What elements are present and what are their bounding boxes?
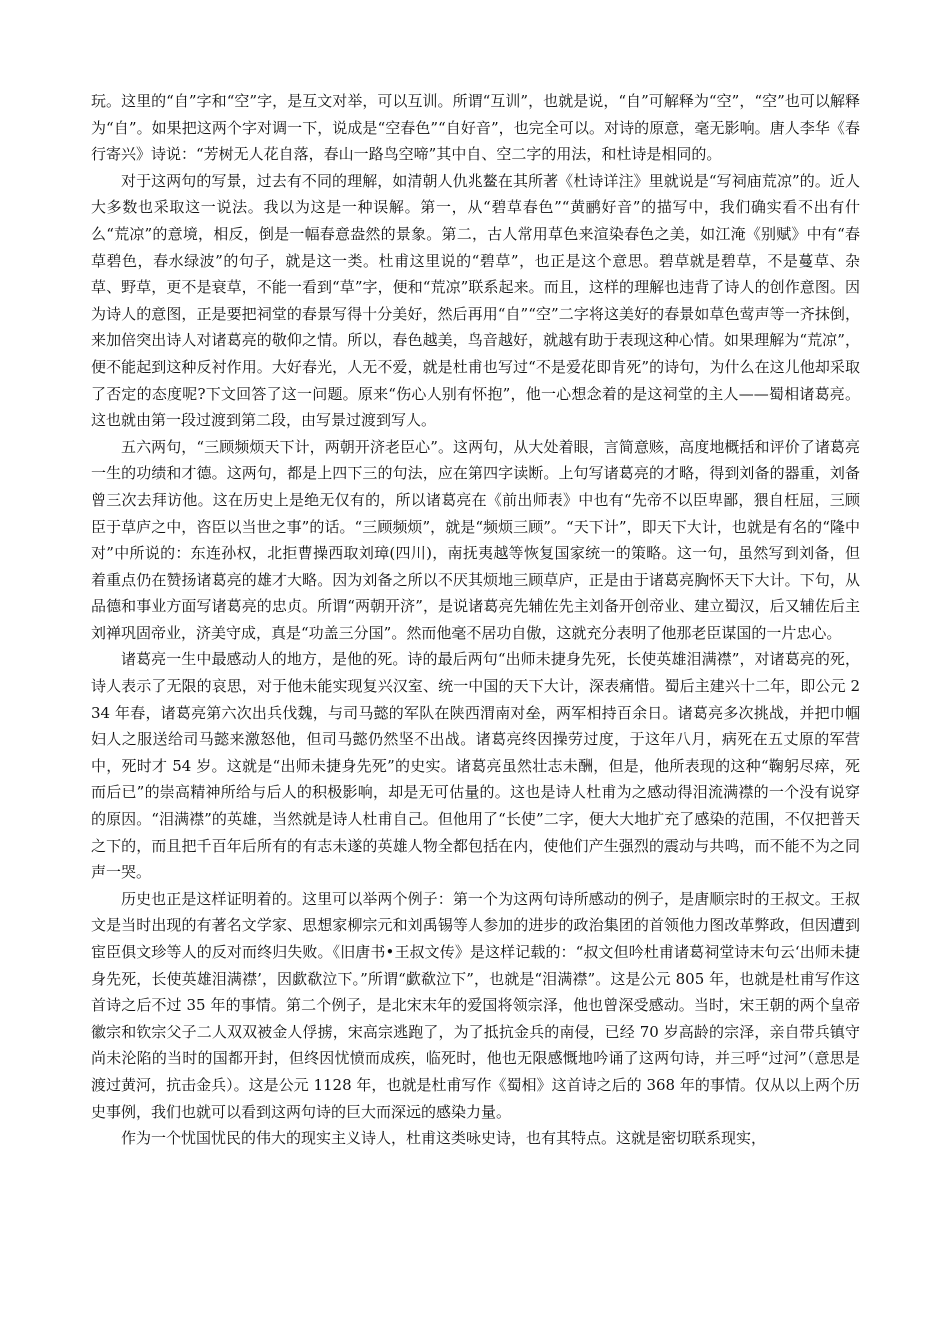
paragraph-4: 诸葛亮一生中最感动人的地方，是他的死。诗的最后两句“出师未捷身先死，长使英雄泪满襟”，对诸葛亮的死，诗人表示了无限的哀思，对于他未能实现复兴汉室、统一中国的天下大计，深表痛惜。蜀后主建兴十二年，即公元 234 年春，诸葛亮第六次出兵伐魏，与司马懿的军队在陕西渭南对垒，两军相持百余日。诸葛亮多次挑战，并把巾帼妇人之服送给司马懿来激怒他，但司马懿仍然坚不出战。诸葛亮终因操劳过度，于这年八月，病死在五丈原的军营中，死时才 54 岁。这就是“出师未捷身先死”的史实。诸葛亮虽然壮志未酬，但是，他所表现的这种“鞠躬尽瘁，死而后已”的崇高精神所给与后人的积极影响，却是无可估量的。这也是诗人杜甫为之感动得泪流满襟的一个没有说穿的原因。“泪满襟”的英雄，当然就是诗人杜甫自己。但他用了“长使”二字，便大大地扩充了感染的范围，不仅把普天之下的，而且把千百年后所有的有志未遂的英雄人物全都包括在内，使他们产生强烈的震动与共鸣，而不能不为之同声一哭。: [91, 650, 860, 882]
paragraph-6: 作为一个忧国忧民的伟大的现实主义诗人，杜甫这类咏史诗，也有其特点。这就是密切联系现实，: [121, 1129, 767, 1148]
paragraph-3: 五六两句，“三顾频烦天下计，两朝开济老臣心”。这两句，从大处着眼，言简意赅，高度地概括和评价了诸葛亮一生的功绩和才德。这两句，都是上四下三的句法，应在第四字读断。上句写诸葛亮的才略，得到刘备的器重，刘备曾三次去拜访他。这在历史上是绝无仅有的，所以诸葛亮在《前出师表》中也有“先帝不以臣卑鄙，猥自枉屈，三顾臣于草庐之中，咨臣以当世之事”的话。“三顾频烦”，就是“频烦三顾”。“天下计”，即天下大计，也就是有名的“隆中对”中所说的：东连孙权，北拒曹操西取刘璋(四川)，南抚夷越等恢复国家统一的策略。这一句，虽然写到刘备，但着重点仍在赞扬诸葛亮的雄才大略。因为刘备之所以不厌其烦地三顾草庐，正是由于诸葛亮胸怀天下大计。下句，从品德和事业方面写诸葛亮的忠贞。所谓“两朝开济”，是说诸葛亮先辅佐先主刘备开创帝业、建立蜀汉，后又辅佐后主刘禅巩固帝业，济美守成，真是“功盖三分国”。然而他毫不居功自傲，这就充分表明了他那老臣谋国的一片忠心。: [91, 437, 860, 642]
document-page: [91, 88, 860, 1152]
paragraph-5: 历史也正是这样证明着的。这里可以举两个例子：第一个为这两句诗所感动的例子，是唐顺宗时的王叔文。王叔文是当时出现的有著名文学家、思想家柳宗元和刘禹锡等人参加的进步的政治集团的首领他力图改革弊政，但因遭到宦臣俱文珍等人的反对而终归失败。《旧唐书•王叔文传》是这样记载的：“叔文但吟杜甫诸葛祠堂诗末句云‘出师未捷身先死，长使英雄泪满襟’，因歔欷泣下。”所谓“歔欷泣下”，也就是“泪满襟”。这是公元 805 年，也就是杜甫写作这首诗之后不过 35 年的事情。第二个例子，是北宋末年的爱国将领宗泽，他也曾深受感动。当时，宋王朝的两个皇帝徽宗和钦宗父子二人双双被金人俘掳，宋高宗逃跑了，为了抵抗金兵的南侵，已经 70 岁高龄的宗泽，亲自带兵镇守尚未沦陷的当时的国都开封，但终因忧愤而成疾，临死时，他也无限感慨地吟诵了这两句诗，并三呼“过河”（意思是渡过黄河，抗击金兵）。这是公元 1128 年，也就是杜甫写作《蜀相》这首诗之后的 368 年的事情。仅从以上两个历史事例，我们也就可以看到这两句诗的巨大而深远的感染力量。: [91, 889, 860, 1121]
paragraph-2: 对于这两句的写景，过去有不同的理解，如清朝人仇兆鳌在其所著《杜诗详注》里就说是“写祠庙荒凉”的。近人大多数也采取这一说法。我以为这是一种误解。第一，从“碧草春色”“黄鹂好音”的描写中，我们确实看不出有什么“荒凉”的意境，相反，倒是一幅春意盎然的景象。第二，古人常用草色来渲染春色之美，如江淹《别赋》中有“春草碧色，春水绿波”的句子，就是这一类。杜甫这里说的“碧草”，也正是这个意思。碧草就是碧草，不是蔓草、杂草、野草，更不是衰草，不能一看到“草”字，便和“荒凉”联系起来。而且，这样的理解也违背了诗人的创作意图。因为诗人的意图，正是要把祠堂的春景写得十分美好，然后再用“自”“空”二字将这美好的春景如草色莺声等一齐抹倒，来加倍突出诗人对诸葛亮的敬仰之情。所以，春色越美，鸟音越好，就越有助于表现这种心情。如果理解为“荒凉”，便不能起到这种反衬作用。大好春光，人无不爱，就是杜甫也写过“不是爱花即肯死”的诗句，为什么在这儿他却采取了否定的态度呢?下文回答了这一问题。原来“伤心人别有怀抱”，他一心想念着的是这祠堂的主人——蜀相诸葛亮。这也就由第一段过渡到第二段，由写景过渡到写人。: [91, 171, 860, 430]
paragraph-1: 玩。这里的“自”字和“空”字，是互文对举，可以互训。所谓“互训”，也就是说，“自”可解释为“空”，“空”也可以解释为“自”。如果把这两个字对调一下，说成是“空春色”“自好音”，也完全可以。对诗的原意，毫无影响。唐人李华《春行寄兴》诗说：“芳树无人花自落，春山一路鸟空啼”其中自、空二字的用法，和杜诗是相同的。: [91, 92, 860, 164]
